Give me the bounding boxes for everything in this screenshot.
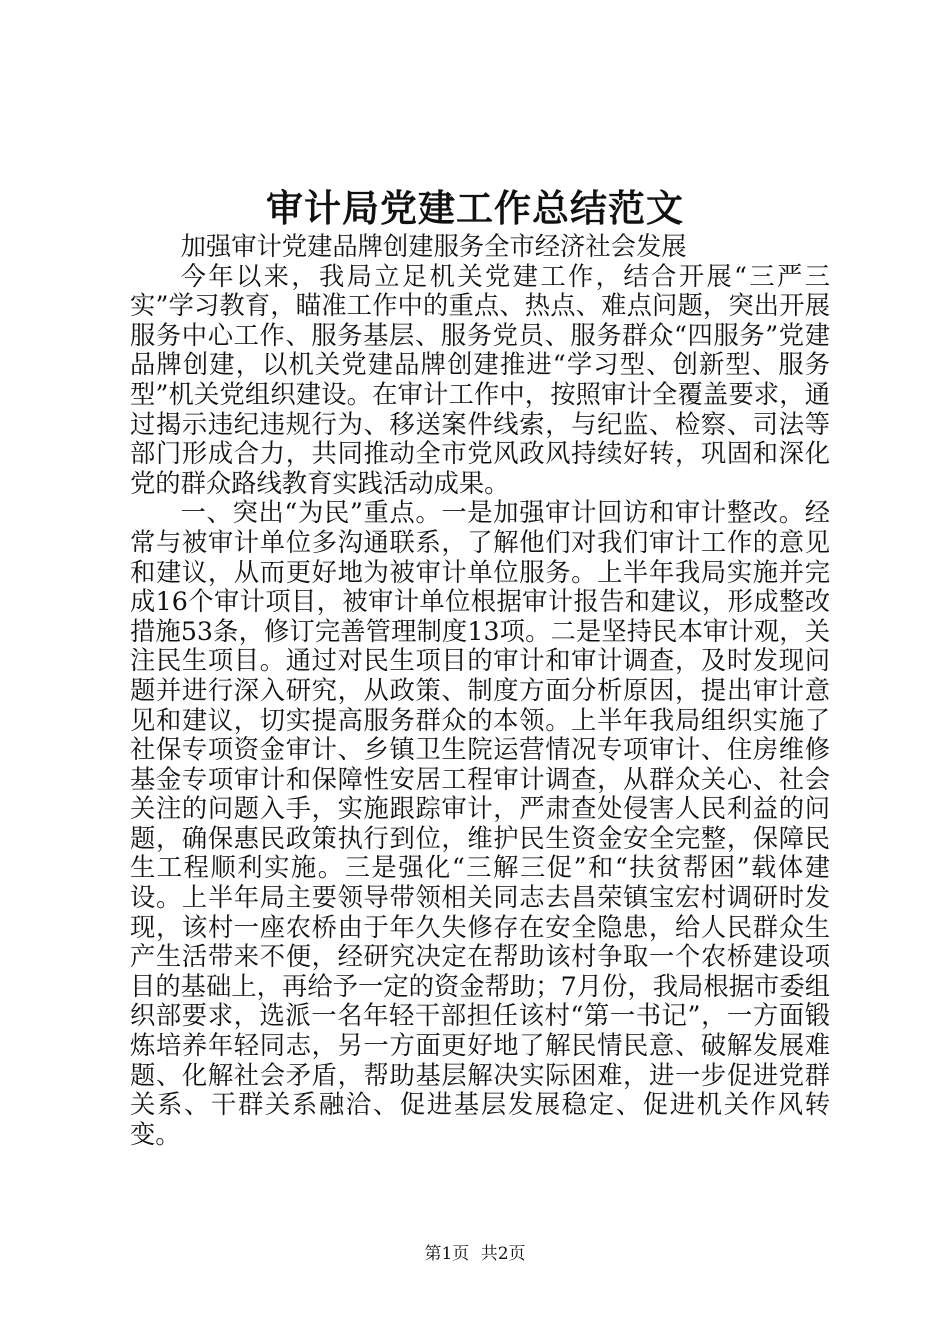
page-footer: 第1页 共2页 (424, 1244, 526, 1264)
section-one-paragraph: 一、突出“为民”重点。一是加强审计回访和审计整改。经常与被审计单位多沟通联系，了解他们对我们审计工作的意见和建议，从而更好地为被审计单位服务。上半年我局实施并完成16个审计项目，被审计单位根据审计报告和建议，形成整改措施53条，修订完善管理制度13项。二是坚持民本审计观，关注民生项目。通过对民生项目的审计和审计调查，及时发现问题并进行深入研究，从政策、制度方面分析原因，提出审计意见和建议，切实提高服务群众的本领。上半年我局组织实施了社保专项资金审计、乡镇卫生院运营情况专项审计、住房维修基金专项审计和保障性安居工程审计调查，从群众关心、社会关注的问题入手，实施跟踪审计，严肃查处侵害人民利益的问题，确保惠民政策执行到位，维护民生资金安全完整，保障民生工程顺利实施。三是强化“三解三促”和“扶贫帮困”载体建设。上半年局主要领导带领相关同志去昌荣镇宝宏村调研时发现，该村一座农桥由于年久失修存在安全隐患，给人民群众生产生活带来不便，经研究决定在帮助该村争取一个农桥建设项目的基础上，再给予一定的资金帮助；7月份，我局根据市委组织部要求，选派一名年轻干部担任该村“第一书记”，一方面锻炼培养年轻同志，另一方面更好地了解民情民意、破解发展难题、化解社会矛盾，帮助基层解决实际困难，进一步促进党群关系、干群关系融洽、促进基层发展稳定、促进机关作风转变。 (130, 498, 830, 1149)
document-title: 审计局党建工作总结范文 (266, 186, 684, 230)
document-body (130, 232, 830, 1149)
intro-paragraph: 今年以来，我局立足机关党建工作，结合开展“三严三实”学习教育，瞄准工作中的重点、热点、难点问题，突出开展服务中心工作、服务基层、服务党员、服务群众“四服务”党建品牌创建，以机关党建品牌创建推进“学习型、创新型、服务型”机关党组织建设。在审计工作中，按照审计全覆盖要求，通过揭示违纪违规行为、移送案件线索，与纪监、检察、司法等部门形成合力，共同推动全市党风政风持续好转，巩固和深化党的群众路线教育实践活动成果。 (130, 261, 830, 498)
subtitle-paragraph: 加强审计党建品牌创建服务全市经济社会发展 (180, 232, 687, 261)
